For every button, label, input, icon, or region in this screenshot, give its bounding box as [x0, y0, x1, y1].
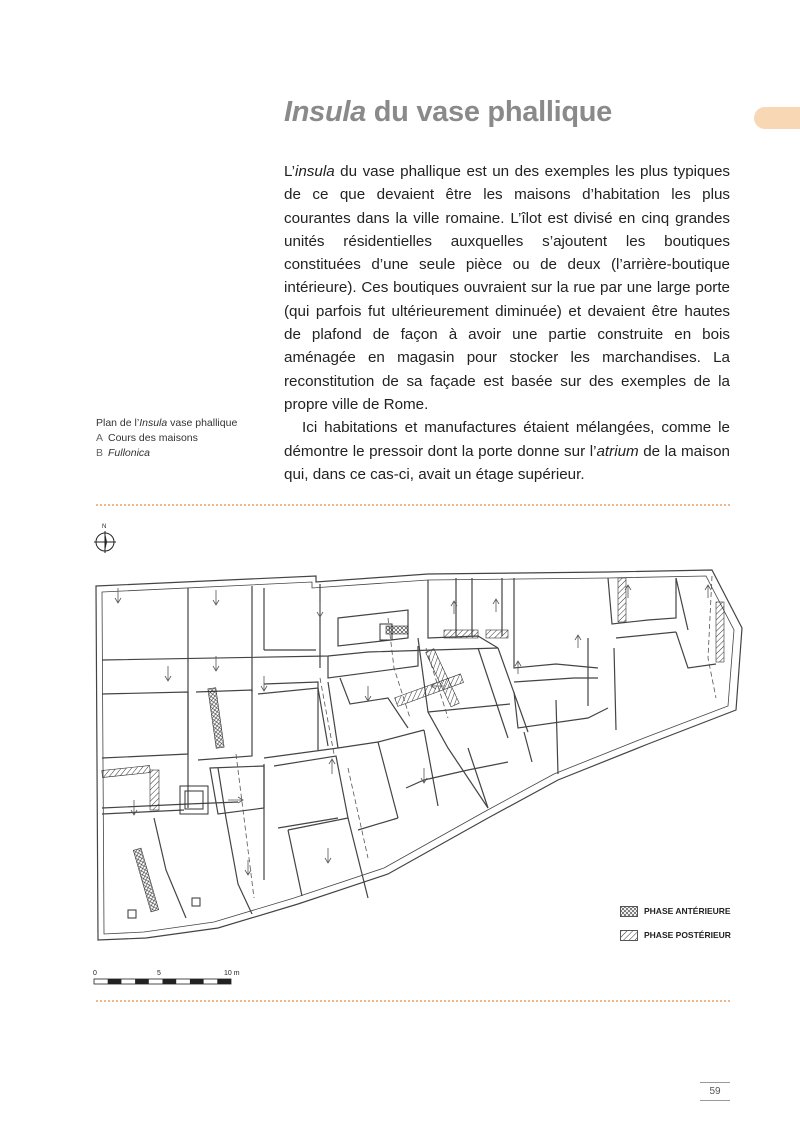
- caption-title-italic: Insula: [139, 417, 168, 429]
- legend-item-earlier-phase: [620, 904, 731, 918]
- paragraph-1: [284, 160, 730, 416]
- title-rest: du vase phallique: [366, 96, 612, 128]
- chapter-tab: [754, 107, 800, 129]
- p2-italic-term: atrium: [596, 442, 639, 460]
- caption-title: [96, 416, 237, 431]
- crosshatch-swatch-icon: [620, 906, 638, 917]
- caption-title-rest: vase phallique: [167, 417, 238, 429]
- scale-label-0: 0: [93, 970, 97, 977]
- caption-item-b: [96, 446, 237, 461]
- paragraph-2: [284, 416, 730, 486]
- plan-legend: [620, 904, 731, 952]
- legend-label-later: PHASE POSTÉRIEUR: [644, 930, 731, 940]
- caption-letter-a: A: [96, 432, 104, 444]
- scale-bar: [93, 966, 253, 992]
- north-label: N: [102, 524, 107, 530]
- scale-label-10: 10 m: [224, 970, 240, 977]
- p2-rest: de la maison qui, dans ce cas-ci, avait un étage supérieur.: [284, 442, 730, 483]
- caption-item-a: [96, 431, 237, 446]
- scale-label-5: 5: [157, 970, 161, 977]
- page-number: 59: [700, 1082, 730, 1101]
- insula-outline: [96, 570, 742, 940]
- body-text: [284, 160, 730, 486]
- legend-label-earlier: PHASE ANTÉRIEURE: [644, 906, 731, 916]
- p1-italic-term: insula: [294, 163, 335, 180]
- diagonal-hatch-swatch-icon: [620, 930, 638, 941]
- north-compass-icon: [94, 524, 116, 553]
- caption-text-a: Cours des maisons: [108, 432, 198, 444]
- caption-title-start: Plan de l’: [96, 417, 140, 429]
- divider-top: [96, 504, 730, 506]
- caption-letter-b: B: [96, 447, 104, 459]
- legend-item-later-phase: [620, 928, 731, 942]
- p1-rest: du vase phallique est un des exemples les plus typiques de ce que devaient être les maisons d’habitation les plus courantes dans la ville romaine. L’îlot est divisé en cinq grandes unités résidentielles auxquelles s’ajoutent les boutiques constituées d’une seule pièce ou de deux (l’arrière-boutique intérieure). Ces boutiques ouvraient sur la rue par une large porte (qui parfois fut ultérieurement diminuée) et devaient être hautes de plafond de façon à avoir une partie construite en bois aménagée en magasin pour stocker les marchandises. La reconstitution de sa façade est basée sur des exemples de la propre ville de Rome.: [284, 163, 730, 413]
- page-title: [284, 96, 612, 129]
- title-italic: Insula: [284, 96, 366, 128]
- p1-start: L’: [284, 163, 295, 180]
- caption-text-b: Fullonica: [108, 447, 151, 459]
- p2-start: Ici habitations et manufactures étaient mélangées, comme le démontre le pressoir dont la porte donne sur l’: [284, 419, 730, 460]
- figure-caption: [96, 416, 237, 461]
- divider-bottom: [96, 1000, 730, 1002]
